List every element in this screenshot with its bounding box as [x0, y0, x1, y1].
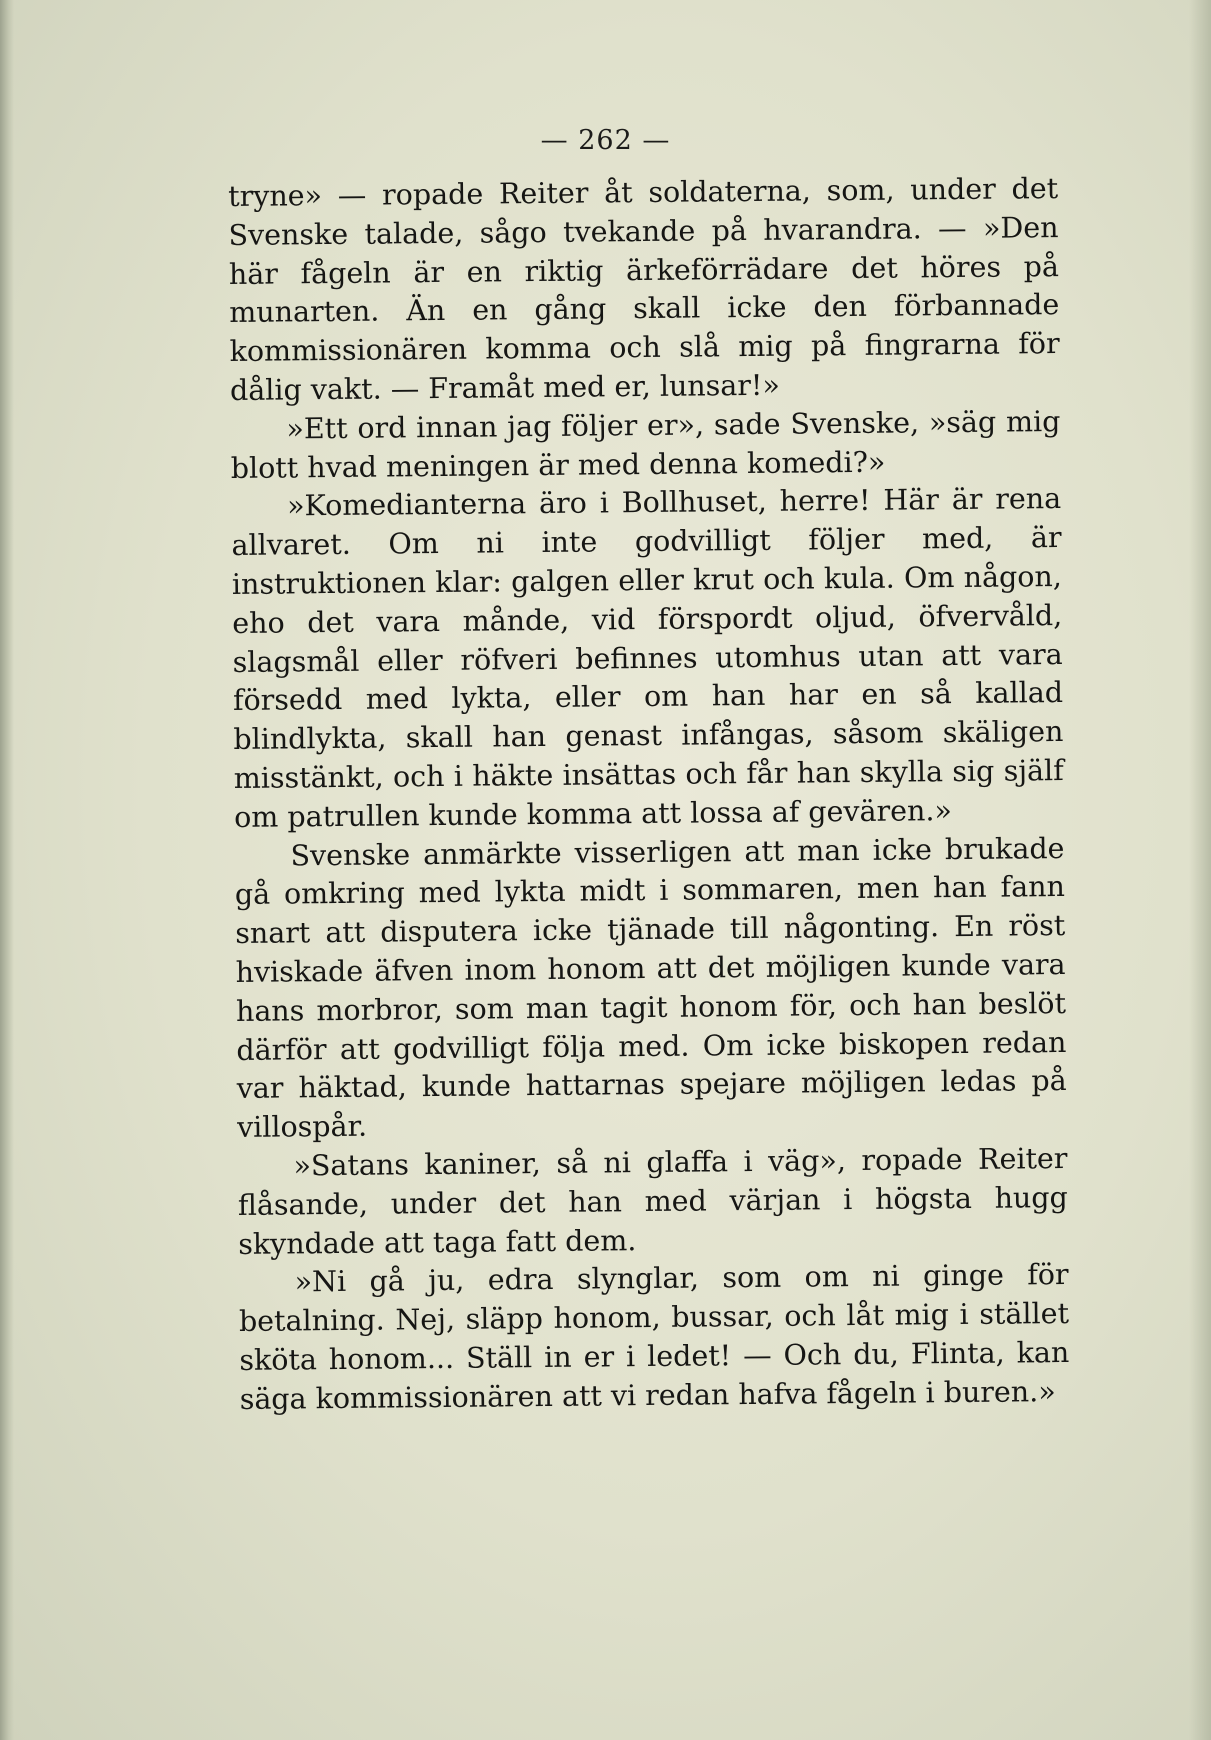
page-right-edge	[1189, 0, 1211, 1740]
paragraph-6: »Ni gå ju, edra slynglar, som om ni ginge för betalning. Nej, släpp honom, bussar, och låt mig i stället sköta honom... Ställ in er i ledet! — Och du, Flinta, kan säga kommissionären att vi redan hafva fågeln i buren.»	[238, 1258, 1070, 1416]
page-left-edge	[0, 0, 14, 1740]
paragraph-2: »Ett ord innan jag följer er», sade Svenske, »säg mig blott hvad meningen är med denna komedi?»	[230, 404, 1061, 485]
body-text	[228, 170, 1070, 1419]
paragraph-1: tryne» — ropade Reiter åt soldaterna, som, under det Svenske talade, sågo tvekande på hvarandra. — »Den här fågeln är en riktig ärkeförrädare det höres på munarten. Än en gång skall icke den förbannade kommissionären komma och slå mig på fingrarna för dålig vakt. — Framåt med er, lunsar!»	[228, 172, 1060, 407]
paragraph-5: »Satans kaniner, så ni glaffa i väg», ropade Reiter flåsande, under det han med värjan i högsta hugg skyndade att taga fatt dem.	[237, 1141, 1068, 1261]
page-number: — 262 —	[540, 125, 671, 156]
paragraph-3: »Komedianterna äro i Bollhuset, herre! Här är rena allvaret. Om ni inte godvilligt följer med, är instruktionen klar: galgen eller krut och kula. Om någon, eho det vara månde, vid förspordt oljud, öfvervåld, slagsmål eller röfveri befinnes utomhus utan att vara försedd med lykta, eller om han har en så kallad blindlykta, skall han genast infångas, såsom skäligen misstänkt, och i häkte insättas och får han skylla sig själf om patrullen kunde komma att lossa af gevären.»	[231, 482, 1064, 834]
paragraph-4: Svenske anmärkte visserligen att man icke brukade gå omkring med lykta midt i sommaren, men han fann snart att disputera icke tjänade till någonting. En röst hviskade äfven inom honom att det möjligen kunde vara hans morbror, som man tagit honom för, och han beslöt därför att godvilligt följa med. Om icke biskopen redan var häktad, kunde hattarnas spejare möjligen ledas på villospår.	[234, 831, 1067, 1145]
